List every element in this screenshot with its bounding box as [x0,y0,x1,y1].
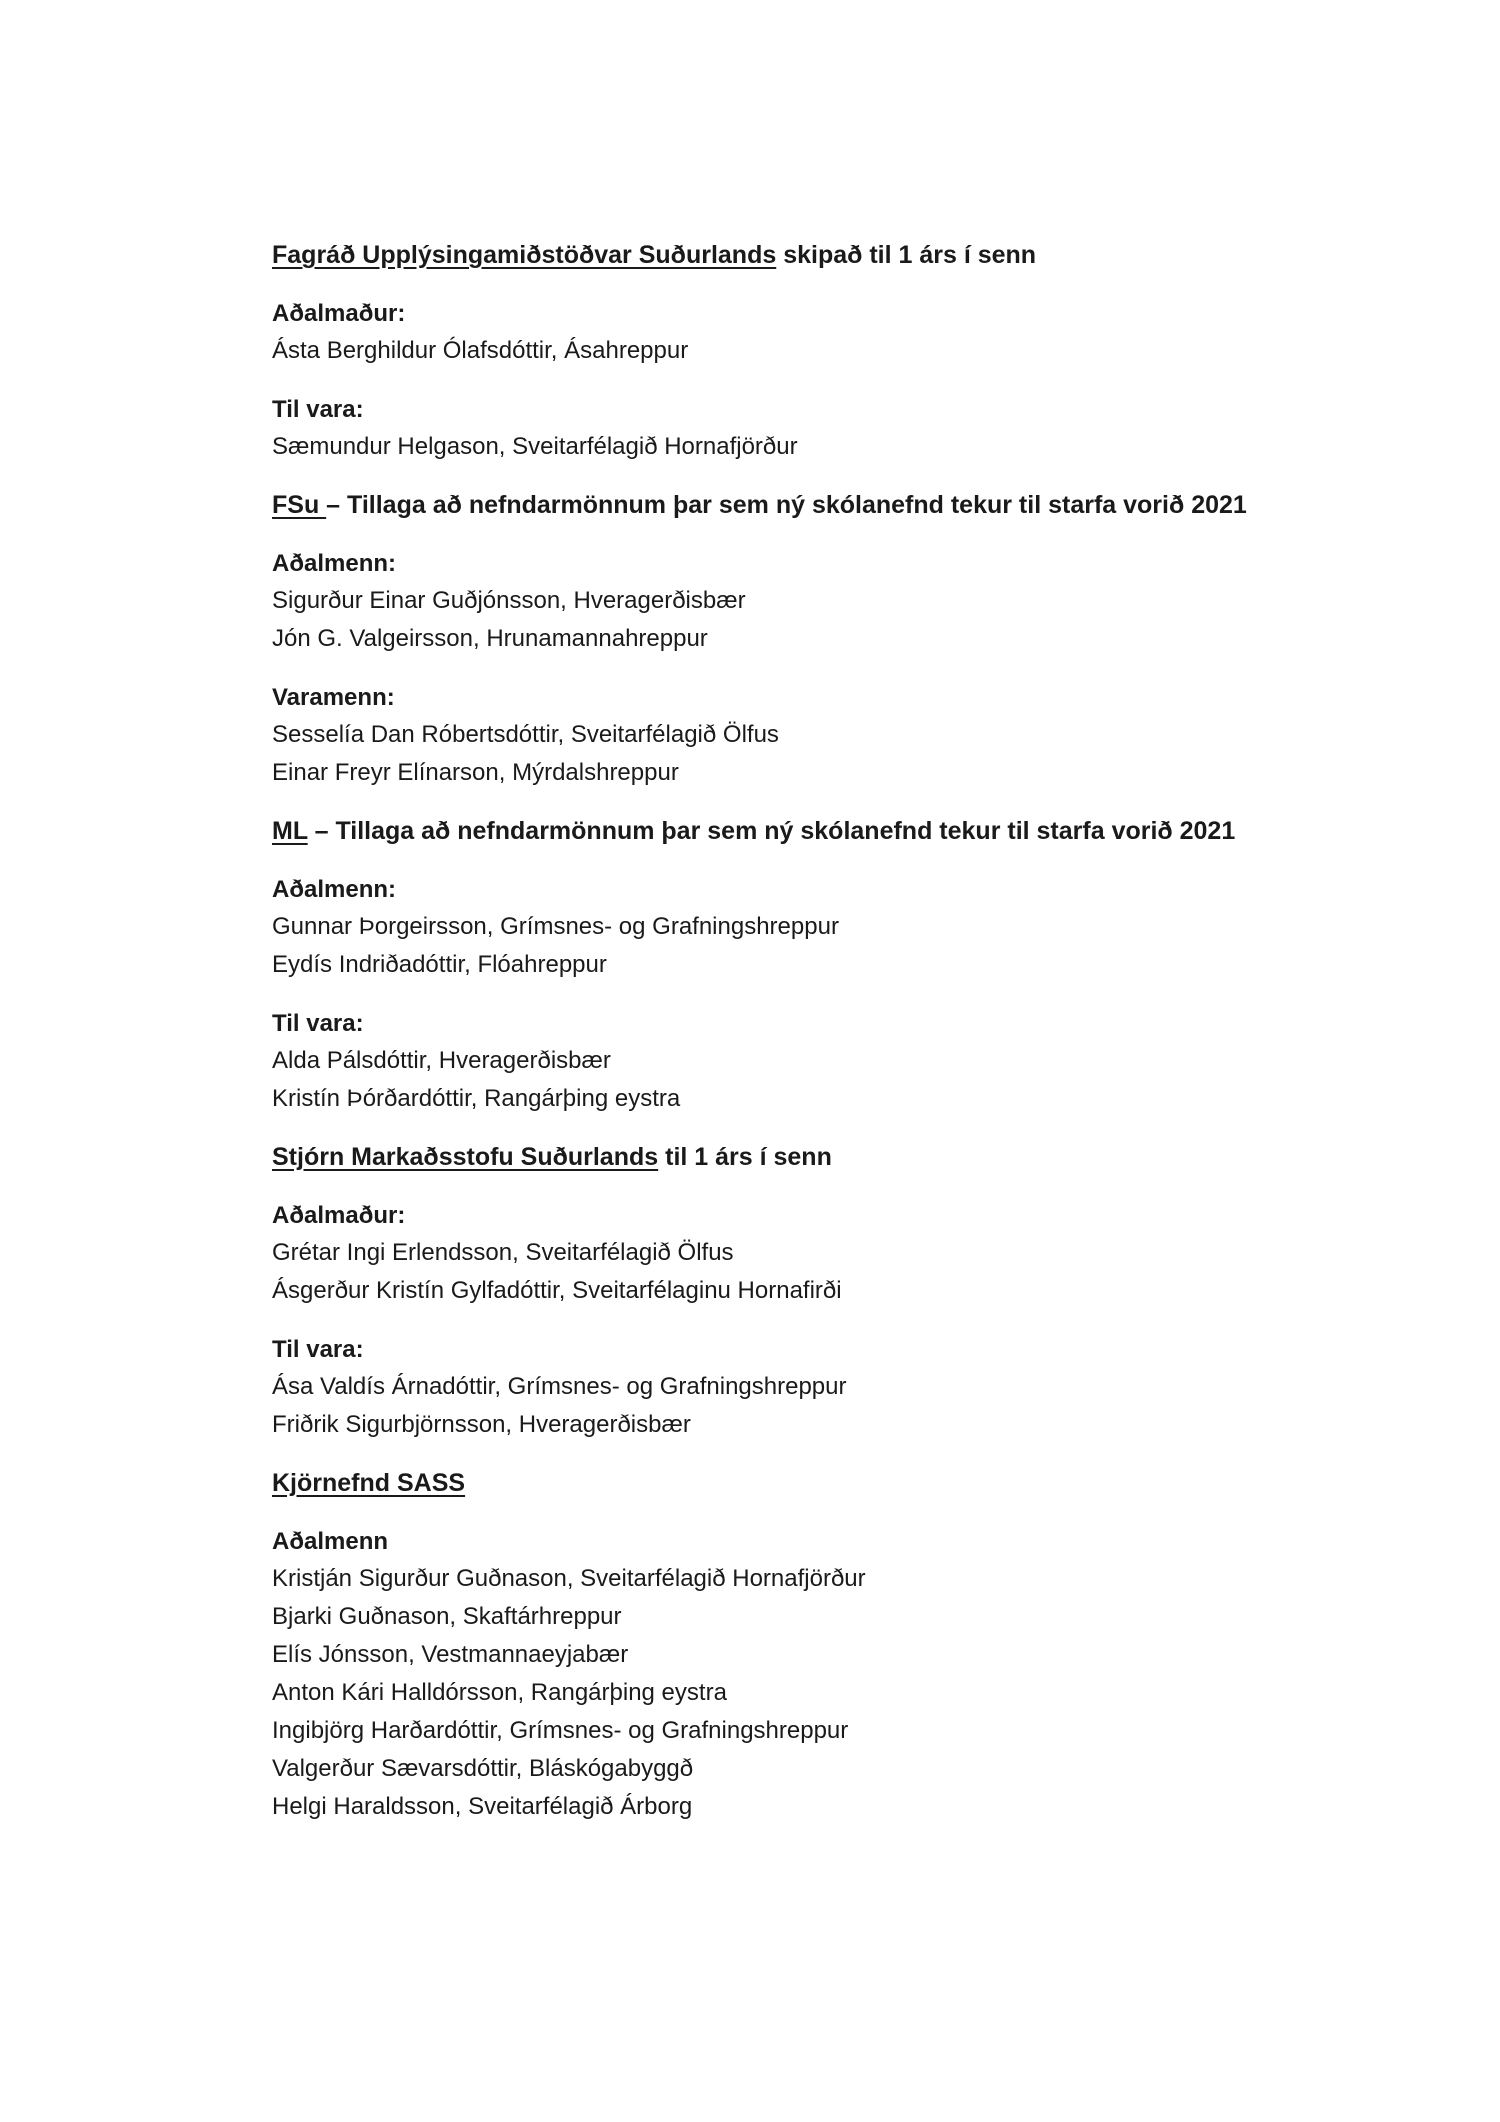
member-group [272,1198,1272,1310]
member-group [272,1006,1272,1118]
section-heading [272,1140,1272,1174]
member-group [272,392,1272,466]
section-kjornefnd [272,1466,1272,1826]
member-entry: Ásgerður Kristín Gylfadóttir, Sveitarfélaginu Hornafirði [272,1277,842,1304]
member-entry: Helgi Haraldsson, Sveitarfélagið Árborg [272,1793,693,1820]
section-ml [272,814,1272,1118]
member-entry: Valgerður Sævarsdóttir, Bláskógabyggð [272,1755,694,1782]
section-heading-underlined: Fagráð Upplýsingamiðstöðvar Suðurlands [272,241,777,269]
group-label: Til vara: [272,1336,364,1363]
document-page [272,238,1272,1848]
group-label: Aðalmenn: [272,550,397,577]
member-group [272,296,1272,370]
member-entry: Ása Valdís Árnadóttir, Grímsnes- og Grafningshreppur [272,1373,847,1400]
section-heading-rest: skipað til 1 árs í senn [776,241,1037,269]
section-heading [272,1466,1272,1500]
member-group [272,546,1272,658]
section-heading-underlined: FSu [272,491,327,519]
member-group [272,1524,1272,1826]
section-heading-underlined: ML [272,817,308,845]
member-entry: Sigurður Einar Guðjónsson, Hveragerðisbær [272,587,746,614]
section-heading [272,814,1272,848]
group-label: Aðalmenn: [272,876,397,903]
member-group [272,680,1272,792]
group-label: Varamenn: [272,684,395,711]
section-heading-rest: – Tillaga að nefndarmönnum þar sem ný skólanefnd tekur til starfa vorið 2021 [326,491,1247,519]
member-entry: Bjarki Guðnason, Skaftárhreppur [272,1603,622,1630]
section-fsu [272,488,1272,792]
group-label: Aðalmaður: [272,300,406,327]
group-label: Til vara: [272,396,364,423]
section-heading-underlined: Stjórn Markaðsstofu Suðurlands [272,1143,659,1171]
section-markadsstofa [272,1140,1272,1444]
member-group [272,1332,1272,1444]
section-upplysingamidstod [272,238,1272,466]
member-entry: Sesselía Dan Róbertsdóttir, Sveitarfélagið Ölfus [272,721,779,748]
member-entry: Gunnar Þorgeirsson, Grímsnes- og Grafningshreppur [272,913,839,940]
group-label: Aðalmenn [272,1528,389,1555]
member-entry: Anton Kári Halldórsson, Rangárþing eystra [272,1679,727,1706]
member-entry: Elís Jónsson, Vestmannaeyjabær [272,1641,629,1668]
member-entry: Kristín Þórðardóttir, Rangárþing eystra [272,1085,681,1112]
group-label: Aðalmaður: [272,1202,406,1229]
section-heading-rest: – Tillaga að nefndarmönnum þar sem ný skólanefnd tekur til starfa vorið 2021 [307,817,1236,845]
member-entry: Ásta Berghildur Ólafsdóttir, Ásahreppur [272,337,689,364]
member-entry: Friðrik Sigurbjörnsson, Hveragerðisbær [272,1411,691,1438]
section-heading [272,238,1272,272]
member-entry: Eydís Indriðadóttir, Flóahreppur [272,951,607,978]
member-entry: Alda Pálsdóttir, Hveragerðisbær [272,1047,611,1074]
group-label: Til vara: [272,1010,364,1037]
member-group [272,872,1272,984]
member-entry: Grétar Ingi Erlendsson, Sveitarfélagið Ölfus [272,1239,734,1266]
section-heading [272,488,1272,522]
section-heading-rest: til 1 árs í senn [658,1143,832,1171]
member-entry: Jón G. Valgeirsson, Hrunamannahreppur [272,625,708,652]
member-entry: Ingibjörg Harðardóttir, Grímsnes- og Grafningshreppur [272,1717,849,1744]
section-heading-underlined: Kjörnefnd SASS [272,1469,466,1497]
member-entry: Einar Freyr Elínarson, Mýrdalshreppur [272,759,679,786]
member-entry: Sæmundur Helgason, Sveitarfélagið Hornafjörður [272,433,798,460]
member-entry: Kristján Sigurður Guðnason, Sveitarfélagið Hornafjörður [272,1565,866,1592]
